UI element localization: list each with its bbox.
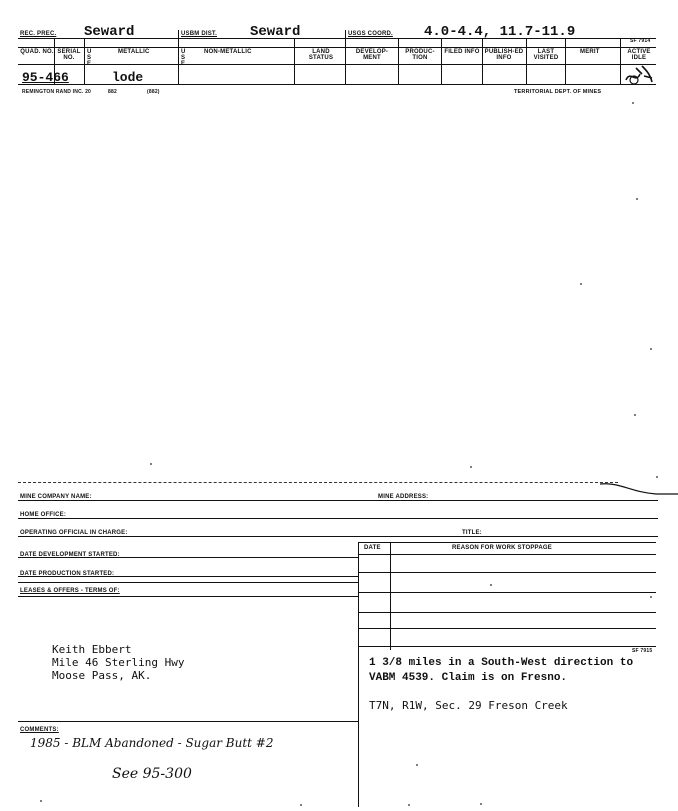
title-label: TITLE:	[462, 530, 482, 536]
operating-official-label: OPERATING OFFICIAL IN CHARGE:	[20, 530, 128, 536]
home-office-label: HOME OFFICE:	[20, 512, 67, 518]
comments-label: COMMENTS:	[20, 727, 59, 733]
rec-prec-label: REC. PREC.	[20, 31, 57, 37]
usgs-coord-label: USGS COORD.	[348, 31, 393, 37]
mine-address-label: MINE ADDRESS:	[378, 494, 429, 500]
col-production: PRODUC-TION	[405, 49, 435, 61]
col-use-metallic: U S E	[87, 49, 92, 67]
location-line-1: 1 3/8 miles in a South-West direction to	[369, 657, 634, 669]
date-col-header: DATE	[364, 545, 381, 551]
owner-city: Moose Pass, AK.	[52, 669, 152, 682]
col-serial-no: SERIAL NO.	[57, 49, 81, 61]
col-published-info: PUBLISH-ED INFO	[484, 49, 524, 61]
leases-label: LEASES & OFFERS - TERMS OF:	[20, 588, 120, 594]
handwritten-comment-2: See 95-300	[112, 766, 192, 782]
usbm-dist-value: Seward	[250, 24, 301, 40]
col-metallic: METALLIC	[118, 49, 150, 55]
printer-code: REMINGTON RAND INC. 20	[22, 89, 92, 95]
metallic-entry: lode	[112, 70, 144, 85]
col-filed-info: FILED INFO	[444, 49, 480, 55]
reason-col-header: REASON FOR WORK STOPPAGE	[452, 545, 552, 551]
date-development-label: DATE DEVELOPMENT STARTED:	[20, 552, 120, 558]
location-line-2: VABM 4539. Claim is on Fresno.	[369, 672, 568, 684]
col-non-metallic: NON-METALLIC	[204, 49, 252, 55]
territorial-dept: TERRITORIAL DEPT. OF MINES	[514, 89, 602, 95]
usbm-dist-label: USBM DIST.	[181, 31, 218, 37]
rec-prec-value: Seward	[84, 24, 135, 40]
code-b: (882)	[147, 89, 160, 95]
form-code-2: SF 7915	[632, 648, 653, 654]
col-merit: MERIT	[580, 49, 600, 55]
owner-street: Mile 46 Sterling Hwy	[52, 656, 185, 669]
col-land-status: LAND STATUS	[308, 49, 334, 61]
mine-company-label: MINE COMPANY NAME:	[20, 494, 92, 500]
code-a: 882	[108, 89, 117, 95]
torn-edge	[600, 478, 678, 498]
quad-serial-number: 95-466	[22, 70, 69, 85]
location-note	[369, 656, 633, 686]
active-idle-mark-icon	[622, 62, 656, 90]
location-line-3: T7N, R1W, Sec. 29 Freson Creek	[369, 699, 568, 712]
date-production-label: DATE PRODUCTION STARTED:	[20, 571, 115, 577]
form-code: SF 7914	[630, 38, 651, 44]
col-last-visited: LAST VISITED	[533, 49, 559, 61]
col-quad-no: QUAD. NO.	[20, 49, 54, 55]
owner-address	[52, 643, 184, 682]
usgs-coord-value: 4.0-4.4, 11.7-11.9	[424, 24, 576, 40]
col-development: DEVELOP-MENT	[355, 49, 389, 61]
owner-name: Keith Ebbert	[52, 643, 132, 656]
col-active-idle: ACTIVE IDLE	[627, 49, 651, 61]
col-use-nonmetallic: U S E	[181, 49, 186, 67]
handwritten-comment-1: 1985 - BLM Abandoned - Sugar Butt #2	[30, 736, 274, 750]
